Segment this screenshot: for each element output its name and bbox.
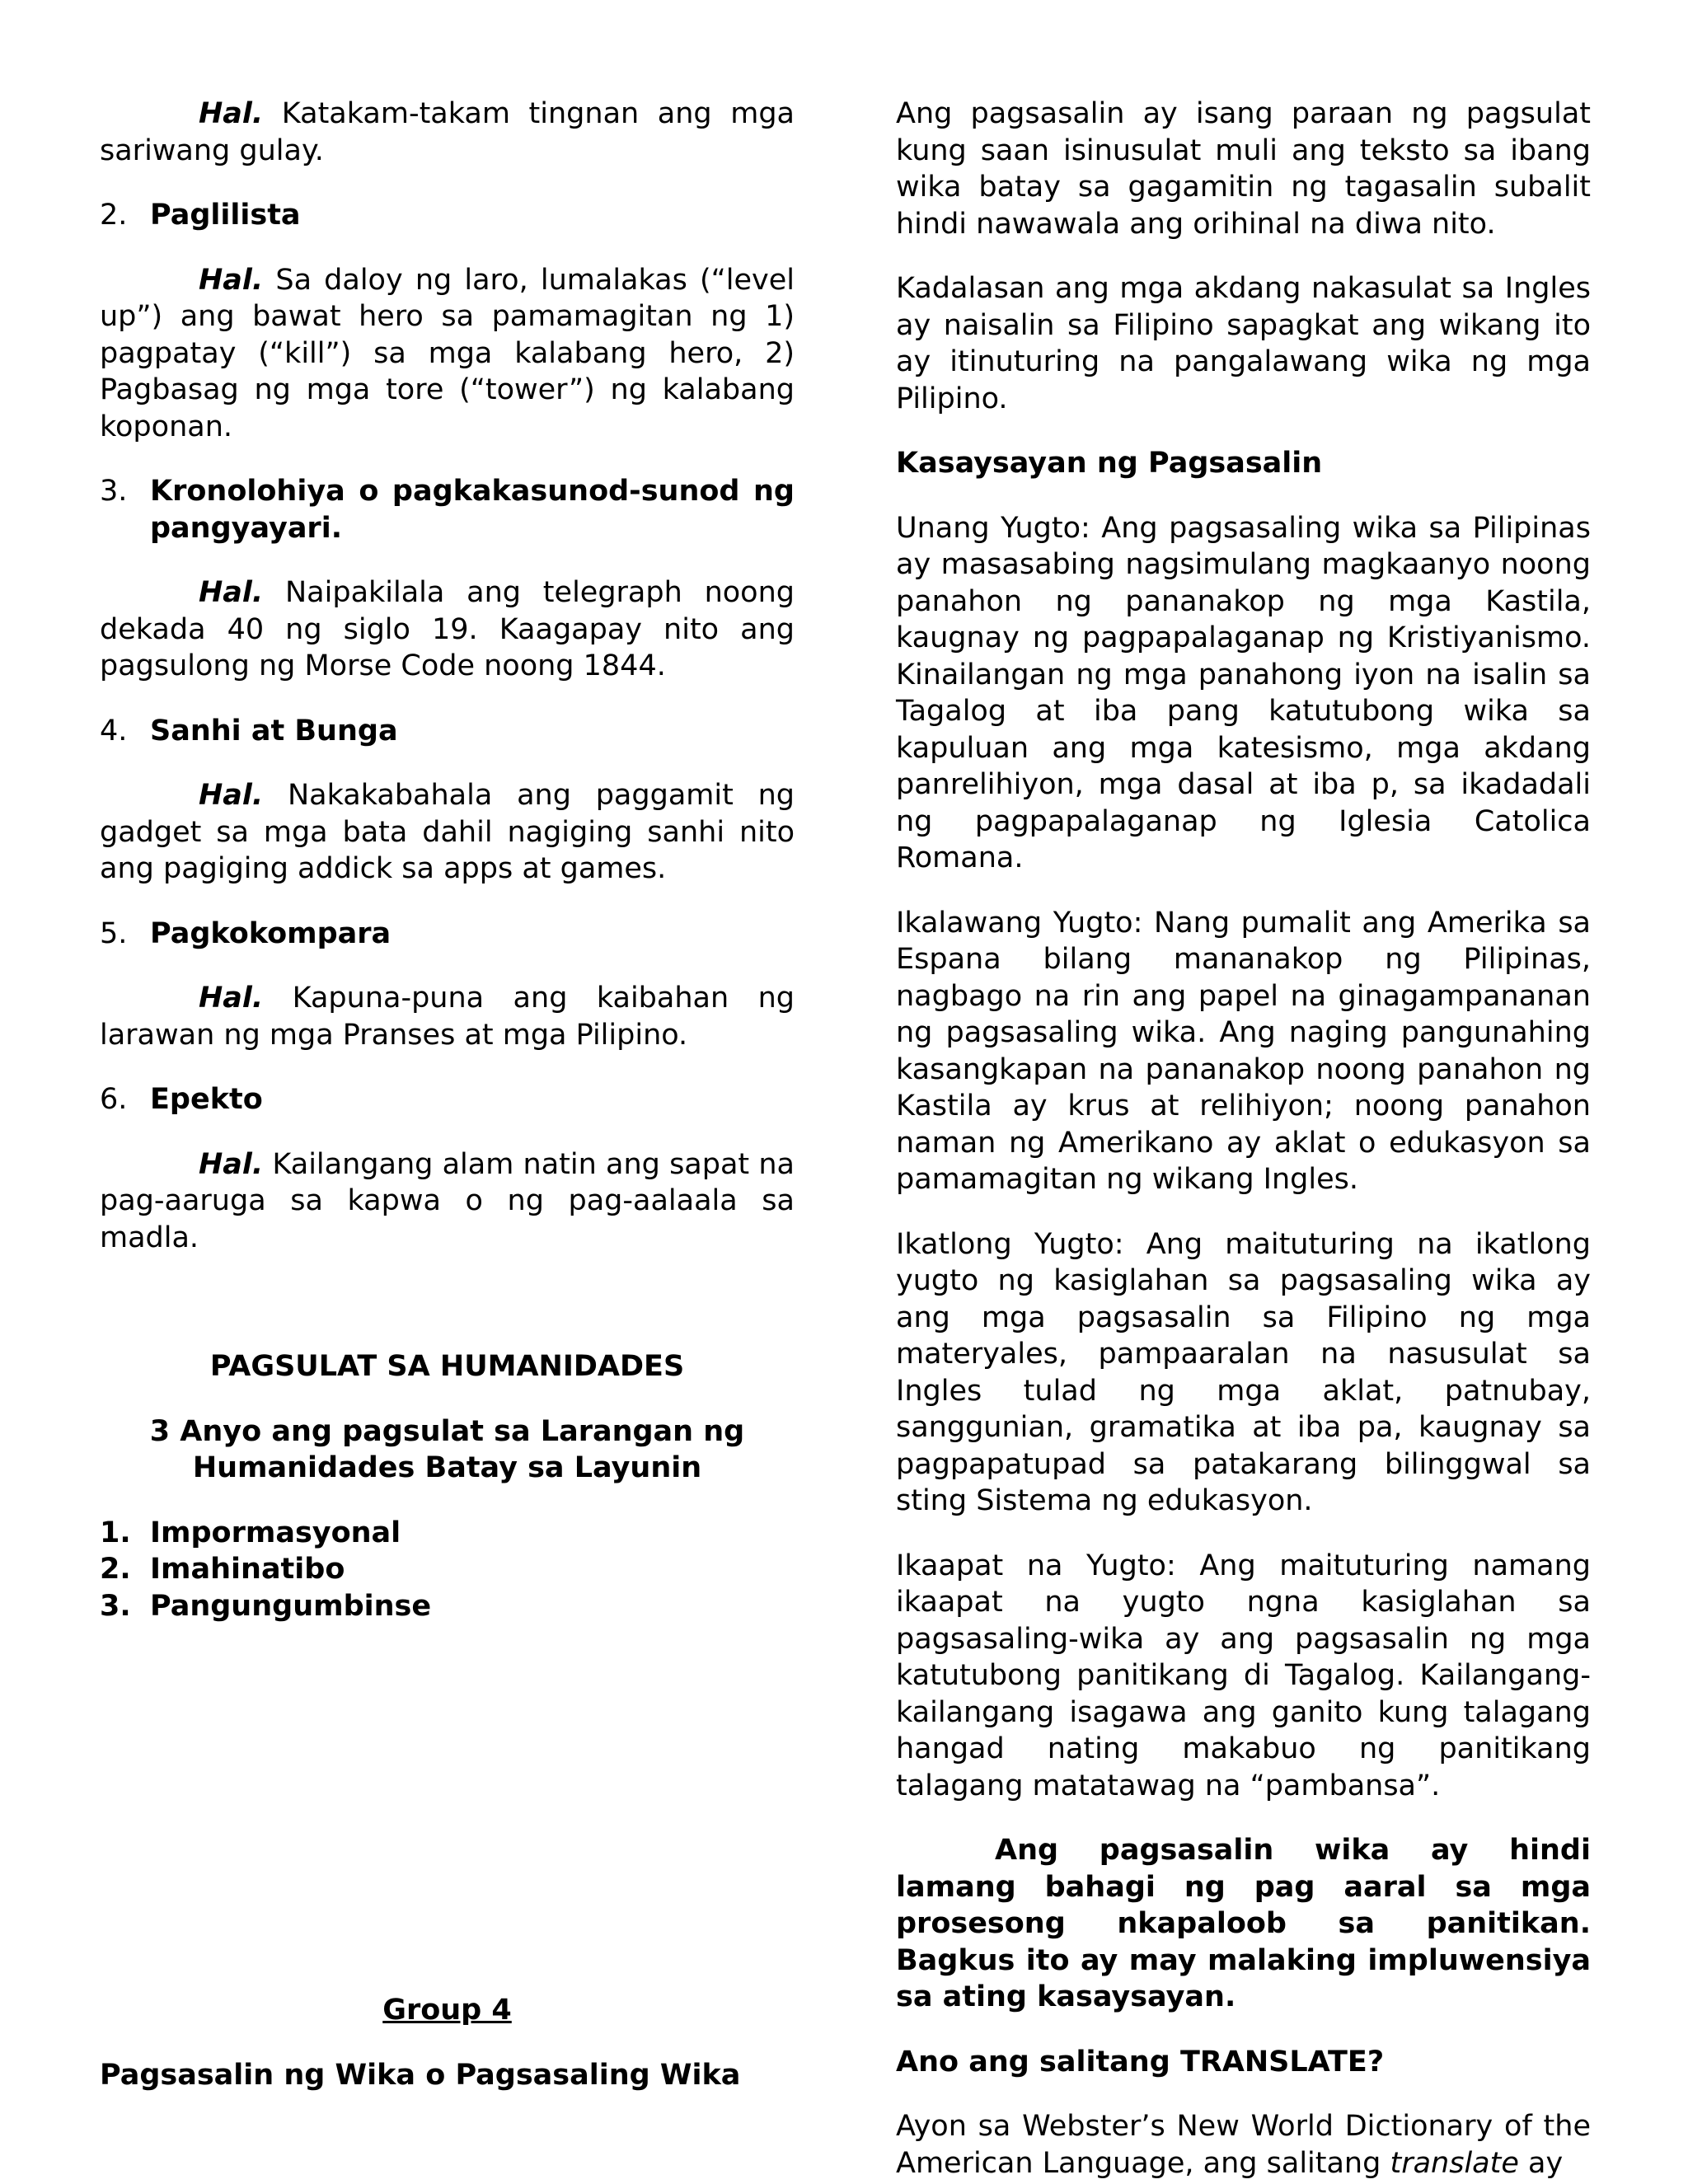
paragraph-ikalawang-yugto: Ikalawang Yugto: Nang pumalit ang Amerika sa Espana bilang mananakop ng Pilipinas, nagbago na rin ang papel na ginagampananan ng pagsasaling wika. Ang naging pangunahing kasangkapan na pananakop noong panahon ng Kastila ay krus at relihiyon; noong panahon naman ng Amerikano ay aklat o edukasyon sa pamamagitan ng wikang Ingles. — [896, 906, 1591, 1196]
paragraph: Ang pagsasalin ay isang paraan ng pagsulat kung saan isinusulat muli ang teksto sa ibang wika batay sa gagamitin ng tagasalin subalit hindi nawawala ang orihinal na diwa nito. — [896, 97, 1591, 241]
list-item: 3. Pangungumbinse — [100, 1589, 432, 1623]
anyo-list — [100, 1515, 795, 1625]
section-heading: Kasaysayan ng Pagsasalin — [896, 447, 1323, 480]
paragraph: Ayon sa Webster’s New World Dictionary of the American Language, ang salitang translate ay — [896, 2110, 1591, 2180]
list-item-sanhi-at-bunga: 4. Sanhi at Bunga — [100, 714, 398, 748]
list-item: 1. Impormasyonal — [100, 1516, 401, 1549]
example-paragraph: Hal. Katakam-takam tingnan ang mga sariwang gulay. — [100, 97, 795, 167]
paragraph: Kadalasan ang mga akdang nakasulat sa Ingles ay naisalin sa Filipino sapagkat ang wikang ito ay itinuturing na pangalawang wika ng mga Pilipino. — [896, 272, 1591, 415]
example-paragraph: Hal. Kapuna-puna ang kaibahan ng larawan ng mga Pranses at mga Pilipino. — [100, 982, 795, 1052]
group-heading: Group 4 — [382, 1994, 512, 2027]
left-column — [100, 96, 795, 2093]
emphasis-paragraph: Ang pagsasalin wika ay hindi lamang bahagi ng pag aaral sa mga prosesong nkapaloob sa panitikan. Bagkus ito ay may malaking impluwensiya sa ating kasaysayan. — [896, 1834, 1591, 2013]
section-heading: Ano ang salitang TRANSLATE? — [896, 2045, 1385, 2079]
example-paragraph: Hal. Kailangang alam natin ang sapat na pag-aaruga sa kapwa o ng pag-aalaala sa madla. — [100, 1147, 795, 1254]
paragraph-ikatlong-yugto: Ikatlong Yugto: Ang maituturing na ikatlong yugto ng kasiglahan sa pagsasaling wika ay ang mga pagsasalin sa Filipino ng mga materyales, pampaaralan na nasusulat sa Ingles tulad ng mga aklat, patnubay, sanggunian, gramatika at iba pa, kaugnay sa pagpapatupad sa patakarang bilinggwal sa sting Sistema ng edukasyon. — [896, 1227, 1591, 1517]
right-column — [896, 96, 1591, 2182]
spacer — [100, 1624, 795, 1992]
example-paragraph: Hal. Naipakilala ang telegraph noong dekada 40 ng siglo 19. Kaagapay nito ang pagsulong ng Morse Code noong 1844. — [100, 576, 795, 682]
list-item-epekto: 6. Epekto — [100, 1083, 263, 1116]
list-item-pagkokompara: 5. Pagkokompara — [100, 916, 392, 950]
list-item: 2. Imahinatibo — [100, 1553, 345, 1586]
paragraph-unang-yugto: Unang Yugto: Ang pagsasaling wika sa Pilipinas ay masasabing nagsimulang magkaanyo noong panahon ng pananakop ng mga Kastila, kaugnay ng pagpapalaganap ng Kristiyanismo. Kinailangan ng mga panahong iyon na isalin sa Tagalog at iba pang katutubong wika sa kapuluan ang mga katesismo, mga akdang panrelihiyon, mga dasal at iba p, sa ikadadali ng pagpapalaganap ng Iglesia Catolica Romana. — [896, 511, 1591, 874]
list-item-kronolohiya: 3. Kronolohiya o pagkakasunod-sunod ng pangyayari. — [100, 475, 795, 545]
example-paragraph: Hal. Sa daloy ng laro, lumalakas (“level up”) ang bawat hero sa pamamagitan ng 1) pagpatay (“kill”) sa mga kalabang hero, 2) Pagbasag ng mga tore (“tower”) ng kalabang koponan. — [100, 263, 795, 443]
paragraph-ikaapat-na-yugto: Ikaapat na Yugto: Ang maituturing namang ikaapat na yugto ngna kasiglahan sa pagsasaling-wika ay ang pagsasalin ng mga katutubong panitikang di Tagalog. Kailangang- kailangang isagawa ang ganito kung talagang hangad nating makabuo ng panitikang talagang matatawag na “pambansa”. — [896, 1549, 1591, 1802]
example-paragraph: Hal. Nakakabahala ang paggamit ng gadget sa mga bata dahil nagiging sanhi nito ang pagiging addick sa apps at games. — [100, 779, 795, 885]
topic-heading: Pagsasalin ng Wika o Pagsasaling Wika — [100, 2058, 741, 2092]
spacer — [100, 1284, 795, 1348]
subsection-heading: 3 Anyo ang pagsulat sa Larangan ng Humanidades Batay sa Layunin — [149, 1414, 745, 1484]
section-heading: PAGSULAT SA HUMANIDADES — [209, 1350, 685, 1383]
list-item-paglilista: 2. Paglilista — [100, 199, 301, 232]
